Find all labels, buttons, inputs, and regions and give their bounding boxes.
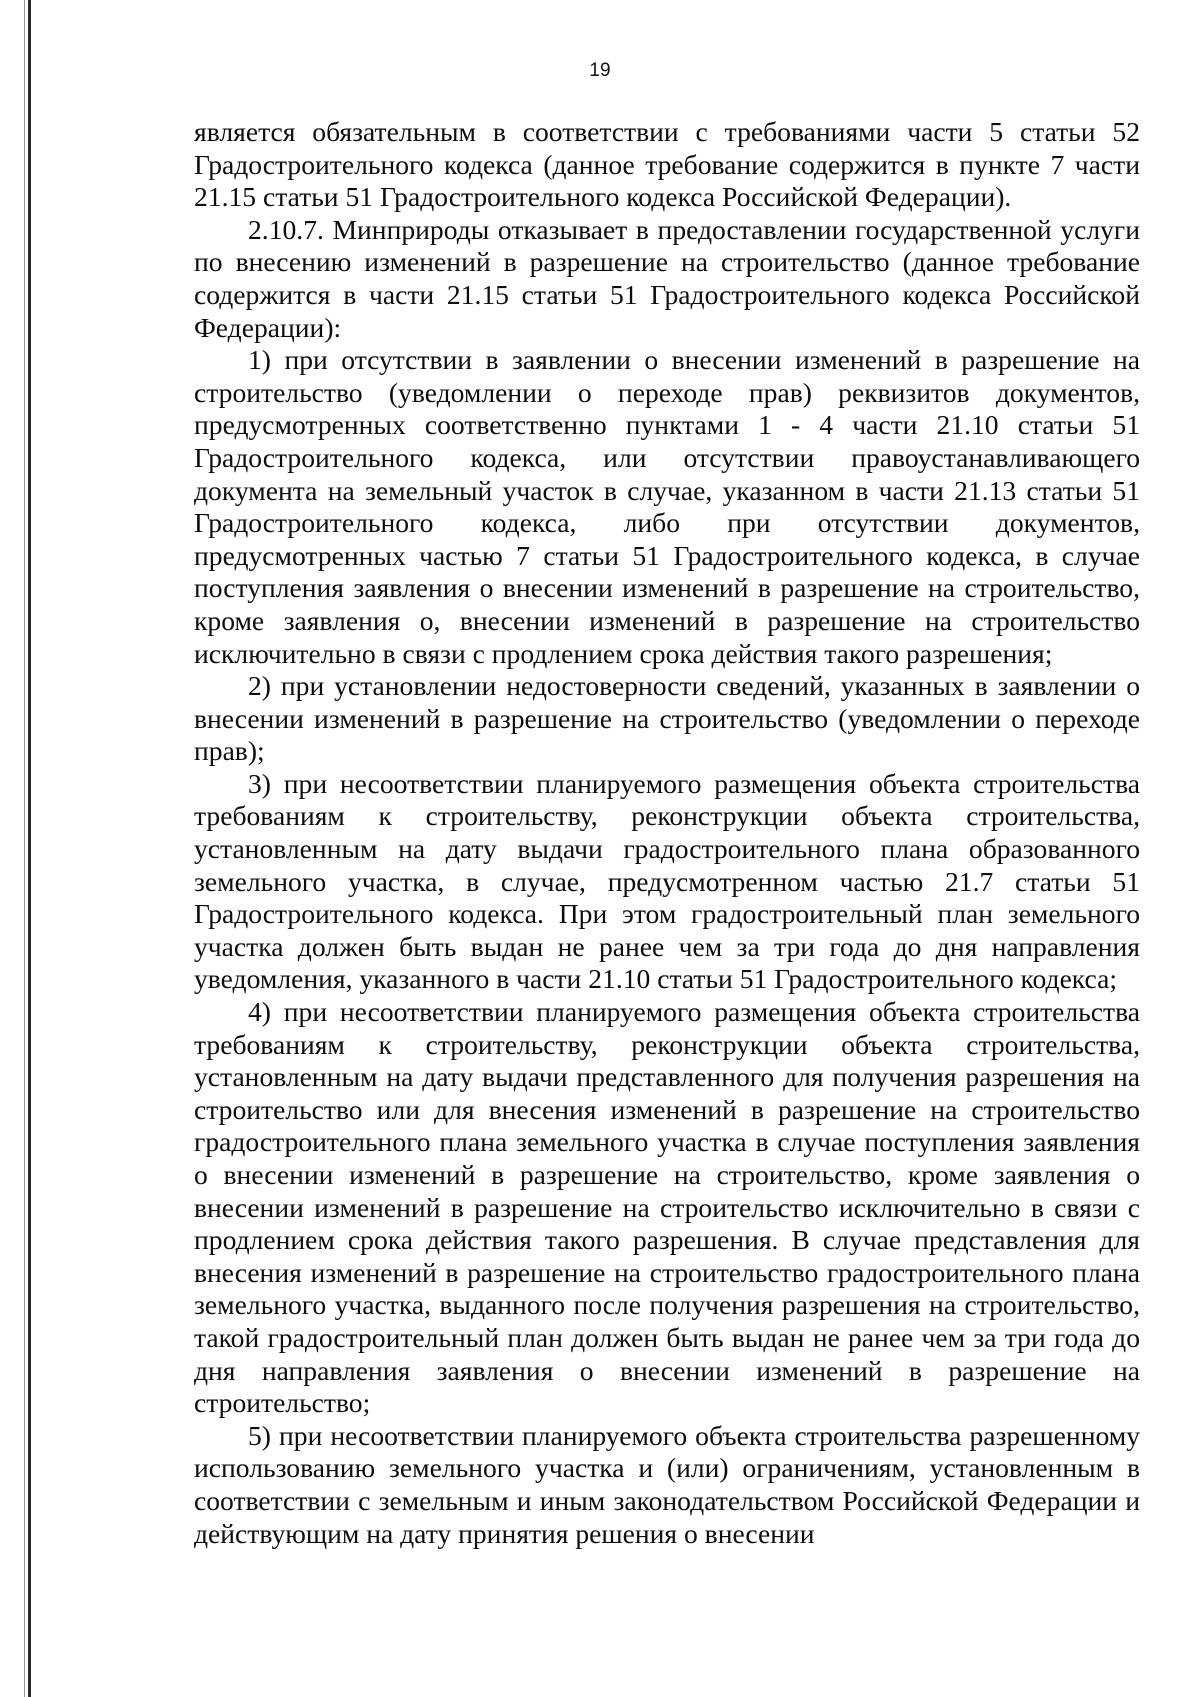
paragraph-continuation: является обязательным в соответствии с требованиями части 5 статьи 52 Градостроительного кодекса (данное требование содержится в пункте 7 части 21.15 статьи 51 Градостроительного кодекса Российской Федерации).: [194, 116, 1140, 213]
document-body: [194, 116, 1140, 1550]
scan-binding-edge: [28, 0, 31, 1697]
scan-border-line: [24, 0, 25, 1697]
paragraph-item-2: 2) при установлении недостоверности сведений, указанных в заявлении о внесении изменений в разрешение на строительство (уведомлении о переходе прав);: [194, 670, 1140, 767]
paragraph-item-1: 1) при отсутствии в заявлении о внесении изменений в разрешение на строительство (уведомлении о переходе прав) реквизитов документов, предусмотренных соответственно пунктами 1 - 4 части 21.10 статьи 51 Градостроительного кодекса, или отсутствии правоустанавливающего документа на земельный участок в случае, указанном в части 21.13 статьи 51 Градостроительного кодекса, либо при отсутствии документов, предусмотренных частью 7 статьи 51 Градостроительного кодекса, в случае поступления заявления о внесении изменений в разрешение на строительство, кроме заявления о, внесении изменений в разрешение на строительство исключительно в связи с продлением срока действия такого разрешения;: [194, 344, 1140, 669]
paragraph-item-3: 3) при несоответствии планируемого размещения объекта строительства требованиям к строительству, реконструкции объекта строительства, установленным на дату выдачи градостроительного плана образованного земельного участка, в случае, предусмотренном частью 21.7 статьи 51 Градостроительного кодекса. При этом градостроительный план земельного участка должен быть выдан не ранее чем за три года до дня направления уведомления, указанного в части 21.10 статьи 51 Градостроительного кодекса;: [194, 767, 1140, 995]
paragraph-section-2-10-7: 2.10.7. Минприроды отказывает в предоставлении государственной услуги по внесению изменений в разрешение на строительство (данное требование содержится в части 21.15 статьи 51 Градостроительного кодекса Российской Федерации):: [194, 213, 1140, 343]
paragraph-item-4: 4) при несоответствии планируемого размещения объекта строительства требованиям к строительству, реконструкции объекта строительства, установленным на дату выдачи представленного для получения разрешения на строительство или для внесения изменений в разрешение на строительство градостроительного плана земельного участка в случае поступления заявления о внесении изменений в разрешение на строительство, кроме заявления о внесении изменений в разрешение на строительство исключительно в связи с продлением срока действия такого разрешения. В случае представления для внесения изменений в разрешение на строительство градостроительного плана земельного участка, выданного после получения разрешения на строительство, такой градостроительный план должен быть выдан не ранее чем за три года до дня направления заявления о внесении изменений в разрешение на строительство;: [194, 996, 1140, 1419]
paragraph-item-5: 5) при несоответствии планируемого объекта строительства разрешенному использованию земельного участка и (или) ограничениям, установленным в соответствии с земельным и иным законодательством Российской Федерации и действующим на дату принятия решения о внесении: [194, 1419, 1140, 1549]
page-number: 19: [589, 60, 611, 81]
